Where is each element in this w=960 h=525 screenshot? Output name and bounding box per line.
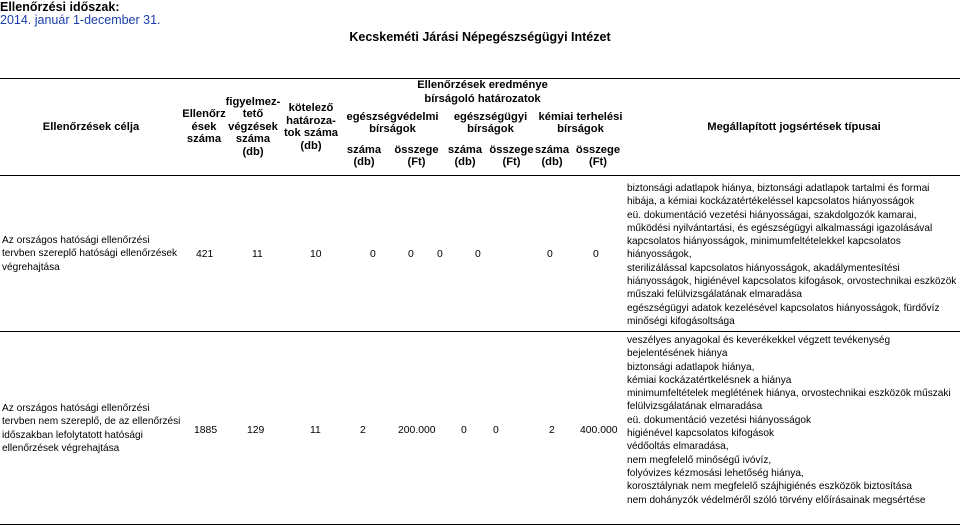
subheader-chem-count: száma (db) xyxy=(534,143,570,168)
row1-mandatory: 10 xyxy=(310,249,322,260)
row-divider xyxy=(0,331,960,332)
subheader-hp-count: száma (db) xyxy=(346,143,382,168)
column-header-fines: bírságoló határozatok xyxy=(424,92,541,105)
finding-item: nem dohányzók védelméről szóló törvény előírásainak megsértése xyxy=(627,494,926,506)
row1-chem-count: 0 xyxy=(547,249,553,260)
finding-item: sterilizálással kapcsolatos hiányosságok, akadálymentesítési hiányosságok, higiénével kapcsolatos kifogások, orvostechnikai eszközök műszaki felülvizsgálatának elmaradása xyxy=(627,262,957,301)
column-header-purpose: Ellenőrzések célja xyxy=(42,120,140,133)
column-header-health-care: egészségügyi bírságok xyxy=(453,110,528,135)
row1-hp-amount: 0 xyxy=(408,249,414,260)
finding-item: biztonsági adatlapok hiánya, biztonsági adatlapok tartalmi és formai hibája, a kémiai kockázatértékeléssel kapcsolatos hiányosságok xyxy=(627,183,930,208)
organization-title: Kecskeméti Járási Népegészségügyi Intézet xyxy=(349,30,611,44)
column-header-mandatory: kötelező határoza- tok száma (db) xyxy=(283,102,339,152)
row1-warnings: 11 xyxy=(252,249,263,260)
finding-item: minimumfeltételek meglétének hiánya, orvostechnikai eszközök műszaki felülvizsgálatának elmaradása xyxy=(627,388,951,413)
finding-item: veszélyes anyagokal és keverékekkel végzett tevékenység bejelentésének hiánya xyxy=(627,335,891,360)
header-bottom-border xyxy=(0,175,960,176)
row2-hc-amount: 0 xyxy=(493,425,499,436)
finding-item: higiénével kapcsolatos kifogások xyxy=(627,428,775,440)
period-value: 2014. január 1-december 31. xyxy=(0,13,161,27)
period-label: Ellenőrzési időszak: xyxy=(0,0,120,14)
column-header-findings: Megállapított jogsértések típusai xyxy=(707,120,881,133)
row1-purpose: Az országos hatósági ellenőrzési tervben szereplő hatósági ellenőrzések végrehajtása xyxy=(2,235,178,273)
row1-chem-amount: 0 xyxy=(593,249,599,260)
subheader-hp-amount: összege (Ft) xyxy=(394,143,439,168)
row2-purpose: Az országos hatósági ellenőrzési tervben nem szereplő, de az ellenőrzési időszakban lefolytatott hatósági ellenőrzések végrehajtása xyxy=(2,403,181,455)
column-header-count: Ellenőrz ések száma xyxy=(182,108,226,146)
finding-item: védőoltás elmaradása, xyxy=(627,441,729,453)
subheader-hc-amount: összege (Ft) xyxy=(489,143,534,168)
row1-hc-count: 0 xyxy=(437,249,443,260)
row1-hc-amount: 0 xyxy=(475,249,481,260)
row2-hc-count: 0 xyxy=(461,425,467,436)
finding-item: egészségügyi adatok kezelésével kapcsolatos hiányosságok, fürdővíz minőségi kifogásoltsága xyxy=(627,302,940,327)
row2-warnings: 129 xyxy=(247,425,265,436)
row2-chem-amount: 400.000 xyxy=(580,425,618,436)
finding-item: eü. dokumentáció vezetési hiányosságok xyxy=(627,414,812,426)
subheader-hc-count: száma (db) xyxy=(447,143,483,168)
subheader-chem-amount: összege (Ft) xyxy=(575,143,621,168)
row1-count: 421 xyxy=(196,249,214,260)
column-header-chemical: kémiai terhelési bírságok xyxy=(538,110,623,135)
finding-item: biztonsági adatlapok hiánya, xyxy=(627,361,755,373)
row1-hp-count: 0 xyxy=(370,249,376,260)
finding-item: korosztálynak nem megfelelő szájhigiénés eszközök biztosítása xyxy=(627,481,913,493)
row1-findings xyxy=(627,182,960,328)
row2-chem-count: 2 xyxy=(549,425,555,436)
finding-item: eü. dokumentáció vezetési hiányosságai, szakdolgozók kamarai, működési nyilvántartási, és egészségügyi alkalmassági igazolásával kapcsolatos hiányosságok, minimumfeltételekkel kapcsolatos hiányosságok, xyxy=(627,209,933,261)
row2-findings xyxy=(627,334,960,507)
column-header-health-protection: egészségvédelmi bírságok xyxy=(346,110,439,135)
row2-mandatory: 11 xyxy=(310,425,321,436)
finding-item: kémiai kockázatértkelésnek a hiánya xyxy=(627,374,792,386)
finding-item: folyóvizes kézmosási lehetőség hiánya, xyxy=(627,467,804,479)
finding-item: nem megfelelő minőségű ivóvíz, xyxy=(627,454,772,466)
column-header-results: Ellenőrzések eredménye xyxy=(417,78,548,91)
row2-hp-count: 2 xyxy=(360,425,366,436)
column-header-warnings: figyelmez- tető végzések száma (db) xyxy=(225,95,281,158)
row2-hp-amount: 200.000 xyxy=(398,425,436,436)
row2-count: 1885 xyxy=(194,425,218,436)
